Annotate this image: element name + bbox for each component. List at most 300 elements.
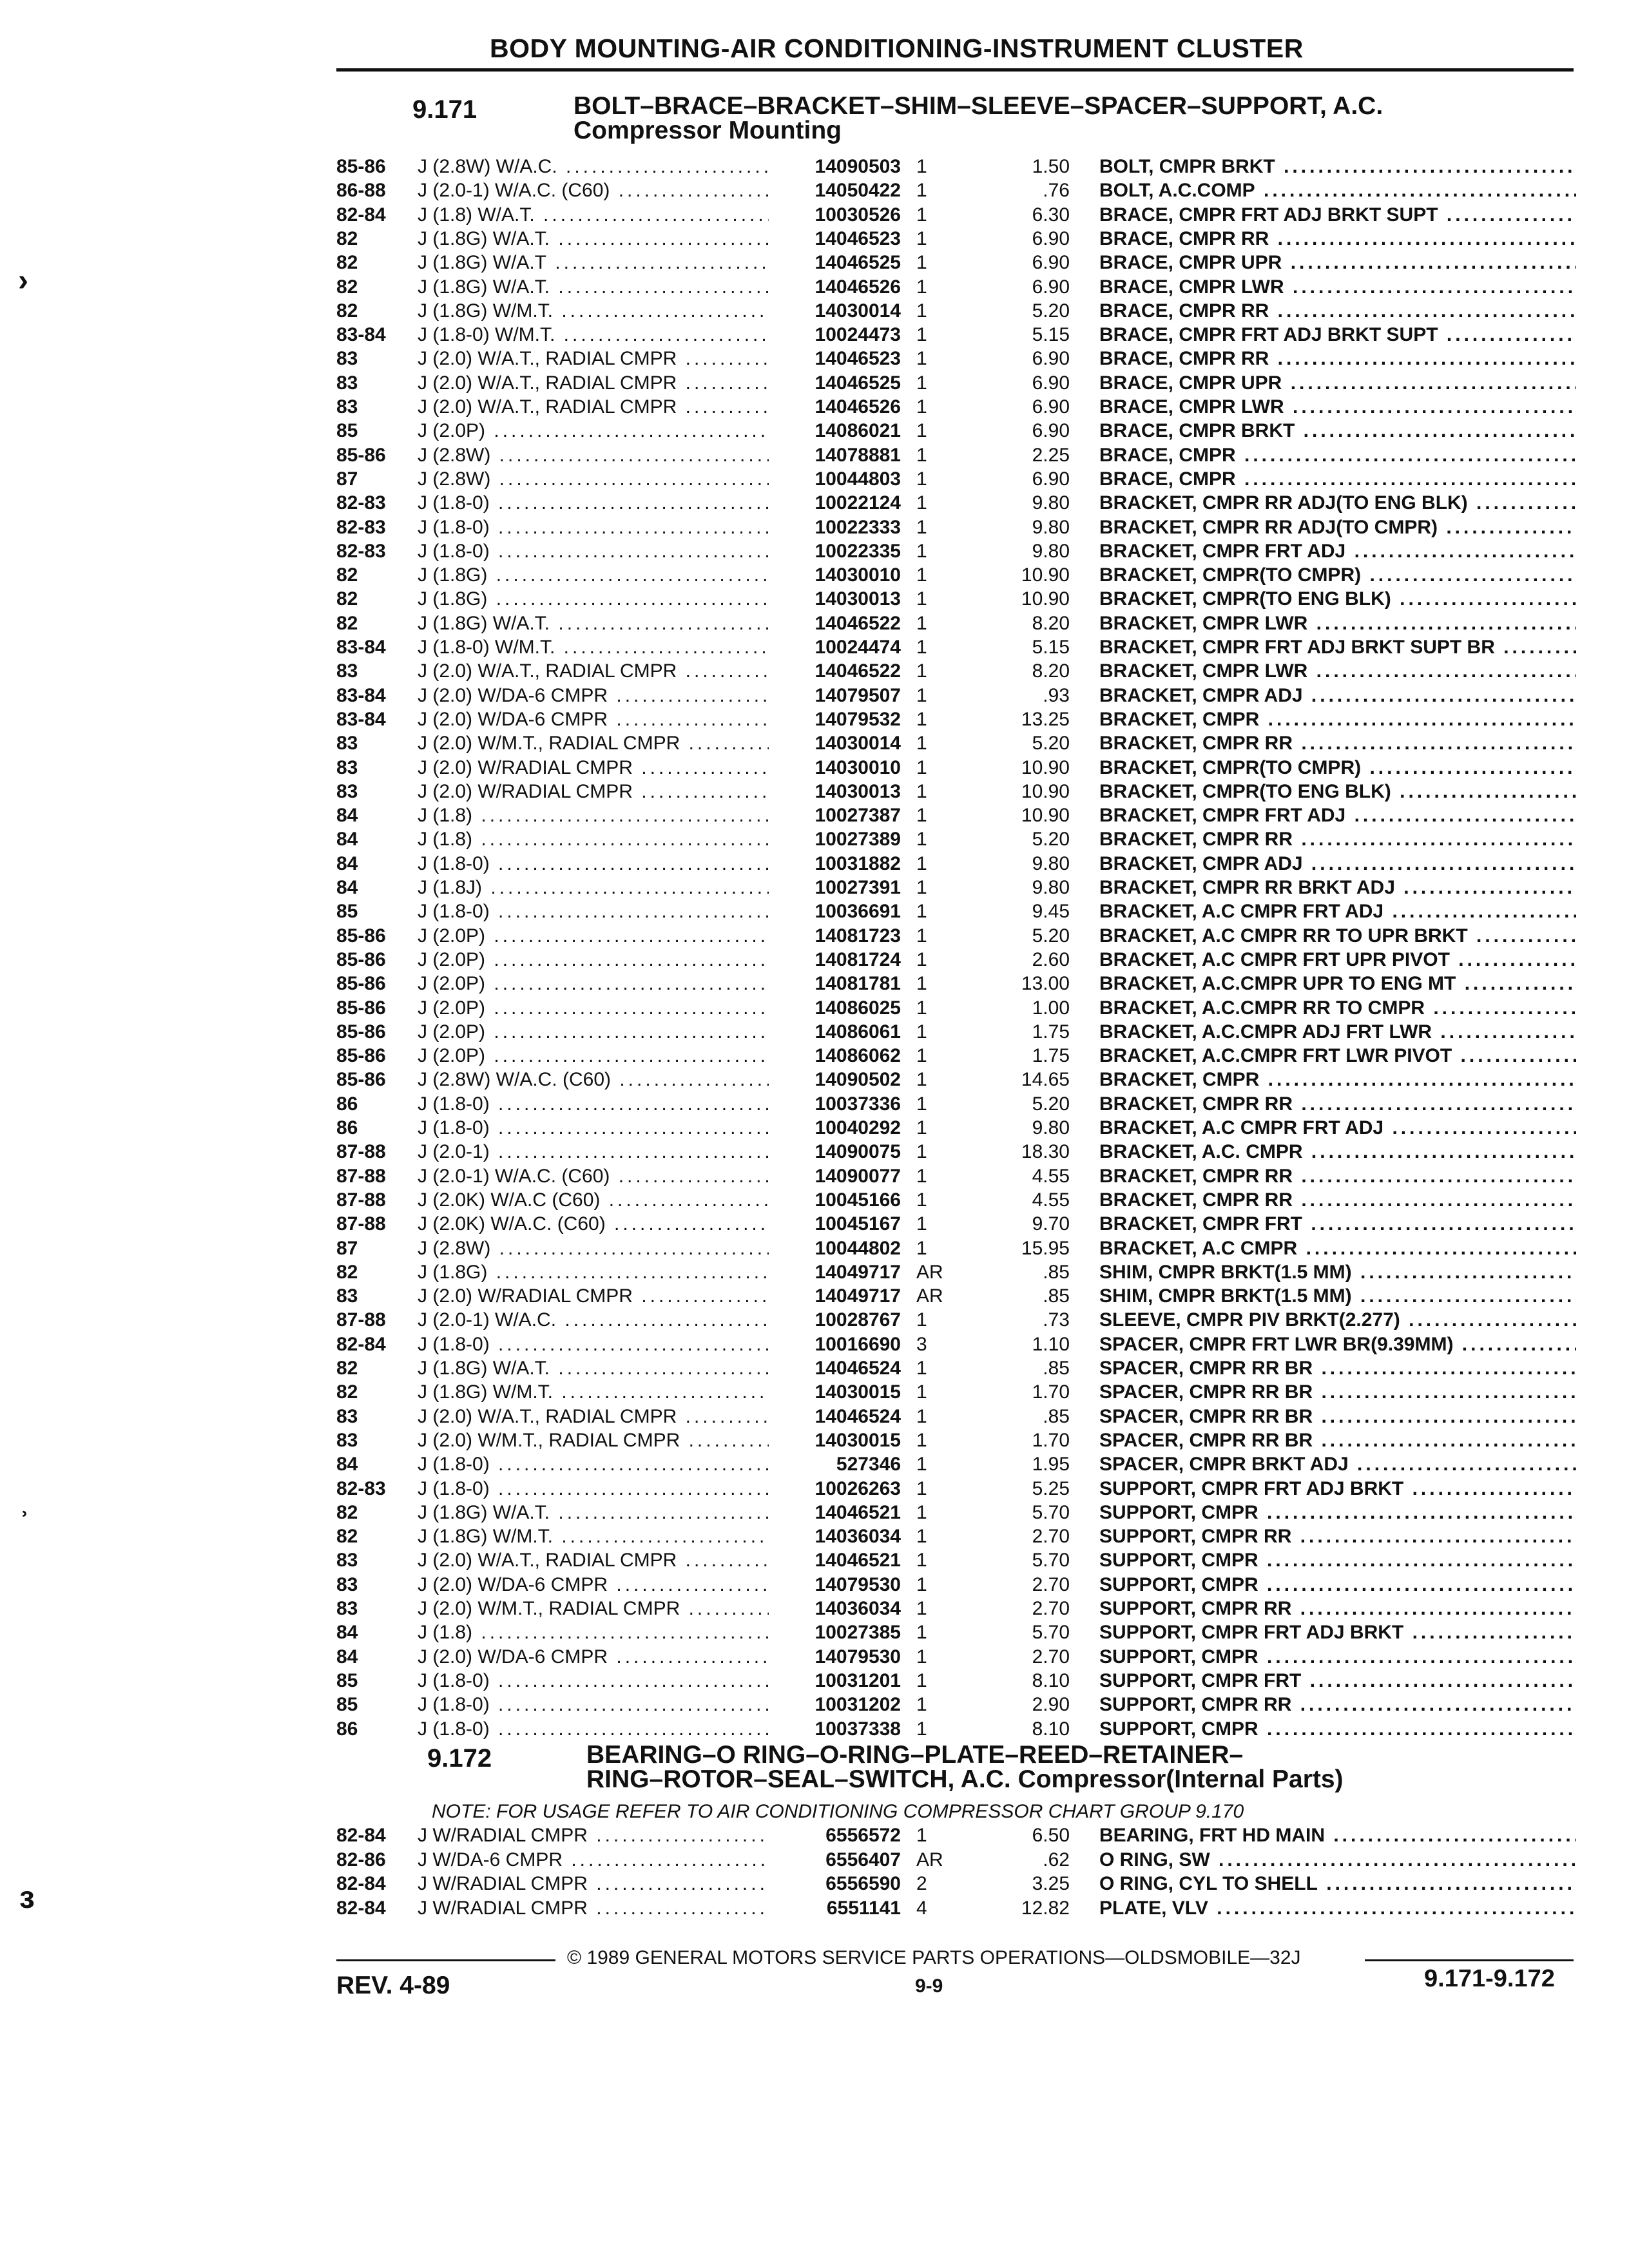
part-number: 14046522 [815,612,901,634]
application: J (1.8-0) ..... [418,1693,769,1716]
price: 9.70 [1032,1213,1070,1235]
description: BRACKET, CMPR RR BRKT ADJ ..... [1099,876,1576,899]
part-number: 6556572 [825,1825,901,1846]
application: J (2.0) W/A.T., RADIAL CMPR ..... [418,1405,769,1428]
table-row [0,1693,1629,1716]
application: J W/DA-6 CMPR ..... [418,1848,769,1872]
quantity: 1 [916,1405,927,1427]
description: SHIM, CMPR BRKT(1.5 MM) ..... [1099,1284,1576,1308]
model-years: 82-86 [336,1849,386,1870]
model-years: 83 [336,1429,358,1451]
description: BRACKET, A.C CMPR FRT ADJ ..... [1099,899,1576,923]
price: .73 [1043,1309,1070,1331]
part-number: 14046526 [815,396,901,418]
price: 6.30 [1032,204,1070,226]
table-row [0,539,1629,563]
application: J (1.8-0) W/M.T. ..... [418,323,769,347]
quantity: 1 [916,396,927,418]
description: SUPPORT, CMPR ..... [1099,1645,1576,1669]
price: 2.60 [1032,948,1070,970]
model-years: 82 [336,612,358,634]
model-years: 83 [336,348,358,370]
price: 9.80 [1032,877,1070,898]
description: SUPPORT, CMPR FRT ADJ BRKT ..... [1099,1620,1576,1644]
part-number: 14046523 [815,348,901,370]
part-number: 10026263 [815,1477,901,1499]
table-row [0,635,1629,659]
table-row [0,178,1629,202]
quantity: 1 [916,1189,927,1211]
table-row [0,756,1629,780]
part-number: 10022335 [815,540,901,562]
part-number: 6551141 [826,1897,901,1919]
description: BEARING, FRT HD MAIN ..... [1099,1823,1576,1847]
part-number: 14036034 [815,1598,901,1619]
description: BRACE, CMPR ..... [1099,467,1576,491]
description: BRACKET, CMPR FRT ADJ ..... [1099,803,1576,827]
description: BRACKET, A.C CMPR ..... [1099,1236,1576,1260]
section-2-title-line2: RING–ROTOR–SEAL–SWITCH, A.C. Compressor(Internal Parts) [586,1765,1344,1793]
price: 5.15 [1032,324,1070,346]
footer-rule-left [336,1959,555,1961]
model-years: 84 [336,1646,358,1667]
application: J (1.8-0) ..... [418,1717,769,1741]
model-years: 85-86 [336,1045,386,1067]
application: J (2.8W) W/A.C. ..... [418,155,769,178]
quantity: 1 [916,1718,927,1740]
model-years: 83 [336,1550,358,1571]
table-row [0,1823,1629,1847]
price: .93 [1043,684,1070,706]
description: SLEEVE, CMPR PIV BRKT(2.277) ..... [1099,1308,1576,1332]
description: SPACER, CMPR FRT LWR BR(9.39MM) ..... [1099,1332,1576,1356]
price: 6.90 [1032,396,1070,418]
scan-mark: › [18,264,28,298]
table-row [0,1620,1629,1644]
quantity: 1 [916,1213,927,1235]
application: J (1.8J) ..... [418,876,769,899]
price: 9.45 [1032,901,1070,923]
part-number: 14046526 [815,276,901,298]
model-years: 85 [336,901,358,923]
quantity: 1 [916,276,927,298]
quantity: 1 [916,492,927,514]
description: BOLT, CMPR BRKT ..... [1099,155,1576,178]
model-years: 82-84 [336,1825,386,1846]
table-row [0,611,1629,635]
section-1-title-line1: BOLT–BRACE–BRACKET–SHIM–SLEEVE–SPACER–SUPPORT, A.C. [574,92,1383,120]
model-years: 82-83 [336,492,386,514]
section-1-title-line2: Compressor Mounting [574,117,842,144]
model-years: 83-84 [336,708,386,730]
price: 1.50 [1032,156,1070,177]
model-years: 87-88 [336,1165,386,1187]
model-years: 83 [336,1598,358,1619]
quantity: 1 [916,1358,927,1379]
quantity: 1 [916,877,927,898]
description: SPACER, CMPR RR BR ..... [1099,1428,1576,1452]
part-number: 14046521 [815,1501,901,1523]
model-years: 85-86 [336,925,386,947]
quantity: 1 [916,1045,927,1067]
application: J (1.8G) W/A.T. ..... [418,1501,769,1524]
description: SUPPORT, CMPR ..... [1099,1717,1576,1741]
price: 10.90 [1021,564,1070,586]
application: J (2.0-1) W/A.C. (C60) ..... [418,1164,769,1188]
description: BRACKET, CMPR FRT ADJ ..... [1099,539,1576,563]
description: BRACKET, A.C CMPR RR TO UPR BRKT ..... [1099,924,1576,948]
table-row [0,1140,1629,1164]
application: J (2.0K) W/A.C (C60) ..... [418,1188,769,1212]
model-years: 83 [336,733,358,754]
application: J (1.8G) ..... [418,587,769,611]
price: 9.80 [1032,540,1070,562]
application: J (2.8W) ..... [418,467,769,491]
model-years: 84 [336,877,358,898]
application: J (1.8) ..... [418,827,769,851]
price: 1.75 [1032,1021,1070,1043]
part-number: 14046524 [815,1358,901,1379]
part-number: 14030013 [815,588,901,610]
price: 8.10 [1032,1669,1070,1691]
price: 8.20 [1032,660,1070,682]
application: J (2.0) W/DA-6 CMPR ..... [418,707,769,731]
part-number: 14050422 [815,180,901,202]
quantity: 1 [916,997,927,1019]
table-row [0,275,1629,299]
part-number: 10028767 [815,1309,901,1331]
part-number: 14090502 [815,1069,901,1091]
price: 14.65 [1021,1069,1070,1091]
description: SUPPORT, CMPR RR ..... [1099,1524,1576,1548]
quantity: 1 [916,444,927,466]
part-number: 14036034 [815,1526,901,1548]
application: J (1.8-0) ..... [418,515,769,539]
price: 2.25 [1032,444,1070,466]
table-row [0,155,1629,178]
section-2-title-line1: BEARING–O RING–O-RING–PLATE–REED–RETAINER– [586,1741,1244,1769]
application: J (2.8W) W/A.C. (C60) ..... [418,1068,769,1091]
quantity: 1 [916,252,927,274]
price: .85 [1043,1358,1070,1379]
model-years: 83 [336,1405,358,1427]
application: J (1.8G) ..... [418,563,769,587]
table-row [0,876,1629,899]
quantity: 1 [916,516,927,538]
quantity: 1 [916,660,927,682]
description: BRACE, CMPR UPR ..... [1099,371,1576,395]
price: 1.70 [1032,1429,1070,1451]
description: SPACER, CMPR BRKT ADJ ..... [1099,1452,1576,1476]
quantity: 1 [916,468,927,490]
description: BRACE, CMPR LWR ..... [1099,275,1576,299]
quantity: 1 [916,805,927,827]
description: SPACER, CMPR RR BR ..... [1099,1356,1576,1380]
description: BRACE, CMPR LWR ..... [1099,395,1576,419]
footer-rule-right [1365,1959,1574,1961]
application: J (1.8-0) ..... [418,1332,769,1356]
table-row [0,731,1629,755]
application: J (1.8-0) ..... [418,899,769,923]
part-number: 14079532 [815,708,901,730]
part-number: 14030014 [815,733,901,754]
description: BRACKET, CMPR(TO ENG BLK) ..... [1099,587,1576,611]
price: 2.90 [1032,1694,1070,1716]
price: 15.95 [1021,1237,1070,1259]
price: 6.90 [1032,420,1070,442]
quantity: 1 [916,733,927,754]
price: 6.90 [1032,348,1070,370]
quantity: 1 [916,1429,927,1451]
quantity: 1 [916,756,927,778]
price: 10.90 [1021,756,1070,778]
part-number: 10022124 [815,492,901,514]
table-row [0,852,1629,876]
description: BRACKET, CMPR RR ..... [1099,731,1576,755]
quantity: 1 [916,1237,927,1259]
application: J (1.8G) W/M.T. ..... [418,299,769,323]
quantity: 1 [916,684,927,706]
price: .76 [1043,180,1070,202]
model-years: 82-84 [336,1333,386,1355]
table-row [0,899,1629,923]
description: BRACE, CMPR FRT ADJ BRKT SUPT ..... [1099,203,1576,227]
application: J (2.8W) ..... [418,443,769,467]
table-row [0,1212,1629,1236]
model-years: 83-84 [336,684,386,706]
model-years: 86 [336,1718,358,1740]
part-number: 14030010 [815,564,901,586]
price: 5.20 [1032,1093,1070,1115]
table-row [0,1236,1629,1260]
table-row [0,924,1629,948]
quantity: 1 [916,420,927,442]
part-number: 14079530 [815,1573,901,1595]
quantity: 1 [916,1141,927,1163]
quantity: 1 [916,227,927,249]
quantity: 1 [916,1477,927,1499]
model-years: 84 [336,1454,358,1475]
part-number: 10045166 [815,1189,901,1211]
description: BRACE, CMPR BRKT ..... [1099,419,1576,443]
quantity: 4 [916,1897,927,1919]
application: J (1.8-0) ..... [418,1452,769,1476]
model-years: 82-84 [336,1873,386,1894]
table-row [0,1896,1629,1920]
model-years: 86 [336,1093,358,1115]
price: 8.10 [1032,1718,1070,1740]
section-2-number: 9.172 [427,1744,492,1773]
application: J (1.8-0) ..... [418,491,769,515]
description: BRACKET, CMPR(TO CMPR) ..... [1099,563,1576,587]
description: SUPPORT, CMPR ..... [1099,1573,1576,1597]
table-row [0,659,1629,683]
price: 2.70 [1032,1598,1070,1619]
quantity: 1 [916,1526,927,1548]
model-years: 82 [336,300,358,322]
quantity: 1 [916,948,927,970]
description: BRACE, CMPR ..... [1099,443,1576,467]
application: J (2.0P) ..... [418,924,769,948]
table-row [0,827,1629,851]
application: J (1.8G) W/A.T. ..... [418,227,769,251]
quantity: 1 [916,1454,927,1475]
part-number: 10045167 [815,1213,901,1235]
description: BRACKET, CMPR(TO ENG BLK) ..... [1099,780,1576,803]
price: 5.20 [1032,300,1070,322]
model-years: 82 [336,588,358,610]
application: J (2.0P) ..... [418,972,769,995]
model-years: 87-88 [336,1213,386,1235]
part-number: 10024474 [815,637,901,658]
price: 6.90 [1032,227,1070,249]
price: 6.90 [1032,276,1070,298]
part-number: 10030526 [815,204,901,226]
table-row [0,1452,1629,1476]
price: 3.25 [1032,1873,1070,1894]
description: BOLT, A.C.COMP ..... [1099,178,1576,202]
application: J (2.0) W/A.T., RADIAL CMPR ..... [418,347,769,370]
application: J (1.8G) W/M.T. ..... [418,1380,769,1404]
part-number: 14090503 [815,156,901,177]
table-row [0,996,1629,1020]
quantity: 1 [916,1694,927,1716]
description: BRACKET, CMPR ..... [1099,1068,1576,1091]
part-number: 10044803 [815,468,901,490]
table-row [0,948,1629,972]
application: J (2.0P) ..... [418,419,769,443]
part-number: 14030015 [815,1429,901,1451]
table-row [0,1284,1629,1308]
scan-mark: ɜ [19,1881,35,1915]
quantity: 1 [916,348,927,370]
quantity: 1 [916,925,927,947]
application: J (2.0-1) W/A.C. ..... [418,1308,769,1332]
part-number: 10040292 [815,1117,901,1139]
model-years: 85-86 [336,973,386,995]
part-number: 10037336 [815,1093,901,1115]
description: BRACE, CMPR UPR ..... [1099,251,1576,274]
application: J W/RADIAL CMPR ..... [418,1823,769,1847]
description: SUPPORT, CMPR ..... [1099,1501,1576,1524]
part-number: 14090077 [815,1165,901,1187]
description: BRACE, CMPR FRT ADJ BRKT SUPT ..... [1099,323,1576,347]
quantity: 1 [916,204,927,226]
application: J (2.0) W/RADIAL CMPR ..... [418,756,769,780]
table-row [0,1164,1629,1188]
part-number: 10024473 [815,324,901,346]
table-row [0,371,1629,395]
model-years: 82 [336,1261,358,1283]
part-number: 14086061 [815,1021,901,1043]
table-row [0,1405,1629,1428]
price: 5.20 [1032,733,1070,754]
quantity: 1 [916,780,927,802]
quantity: 1 [916,852,927,874]
model-years: 83 [336,372,358,394]
description: BRACKET, CMPR RR ADJ(TO CMPR) ..... [1099,515,1576,539]
application: J (2.0) W/RADIAL CMPR ..... [418,1284,769,1308]
part-number: 14046522 [815,660,901,682]
quantity: 1 [916,180,927,202]
description: PLATE, VLV ..... [1099,1896,1576,1920]
quantity: 1 [916,1573,927,1595]
application: J (2.0) W/DA-6 CMPR ..... [418,684,769,707]
price: 10.90 [1021,588,1070,610]
application: J (2.0) W/A.T., RADIAL CMPR ..... [418,659,769,683]
scan-mark: ʾ [19,1507,30,1541]
model-years: 85-86 [336,1069,386,1091]
description: BRACKET, A.C.CMPR RR TO CMPR ..... [1099,996,1576,1020]
quantity: AR [916,1285,943,1307]
application: J (2.0) W/DA-6 CMPR ..... [418,1573,769,1597]
application: J (1.8-0) ..... [418,1669,769,1693]
part-number: 14078881 [815,444,901,466]
model-years: 83 [336,660,358,682]
model-years: 82 [336,1381,358,1403]
description: SPACER, CMPR RR BR ..... [1099,1380,1576,1404]
price: 9.80 [1032,852,1070,874]
part-number: 14049717 [815,1285,901,1307]
table-row [0,1548,1629,1572]
quantity: 1 [916,1825,927,1846]
model-years: 87-88 [336,1309,386,1331]
quantity: 1 [916,612,927,634]
page-number: 9-9 [915,1975,943,1997]
description: BRACKET, CMPR FRT ADJ BRKT SUPT BR ..... [1099,635,1576,659]
table-row [0,1044,1629,1068]
quantity: 3 [916,1333,927,1355]
table-row [0,1872,1629,1896]
table-row [0,1524,1629,1548]
description: SUPPORT, CMPR RR ..... [1099,1597,1576,1620]
application: J (2.0-1) W/A.C. (C60) ..... [418,178,769,202]
price: 9.80 [1032,1117,1070,1139]
model-years: 82 [336,276,358,298]
quantity: 1 [916,564,927,586]
price: 12.82 [1021,1897,1070,1919]
description: BRACKET, CMPR RR ..... [1099,827,1576,851]
quantity: 1 [916,300,927,322]
model-years: 85 [336,1669,358,1691]
table-row [0,1380,1629,1404]
application: J (1.8-0) ..... [418,1116,769,1140]
application: J (1.8G) W/A.T. ..... [418,1356,769,1380]
model-years: 82 [336,252,358,274]
table-row [0,1092,1629,1116]
price: 5.20 [1032,829,1070,850]
part-number: 14086025 [815,997,901,1019]
quantity: 1 [916,540,927,562]
part-number: 10027387 [815,805,901,827]
description: BRACKET, A.C.CMPR FRT LWR PIVOT ..... [1099,1044,1576,1068]
description: SUPPORT, CMPR FRT ADJ BRKT ..... [1099,1477,1576,1501]
part-number: 10044802 [815,1237,901,1259]
price: 6.90 [1032,372,1070,394]
part-number: 14030010 [815,756,901,778]
model-years: 87-88 [336,1141,386,1163]
quantity: 1 [916,1501,927,1523]
part-number: 10027389 [815,829,901,850]
quantity: 1 [916,708,927,730]
table-row [0,707,1629,731]
application: J (1.8G) ..... [418,1260,769,1284]
description: SPACER, CMPR RR BR ..... [1099,1405,1576,1428]
application: J (1.8-0) ..... [418,1092,769,1116]
part-number: 14081781 [815,973,901,995]
application: J (1.8) ..... [418,803,769,827]
description: BRACKET, CMPR ADJ ..... [1099,684,1576,707]
